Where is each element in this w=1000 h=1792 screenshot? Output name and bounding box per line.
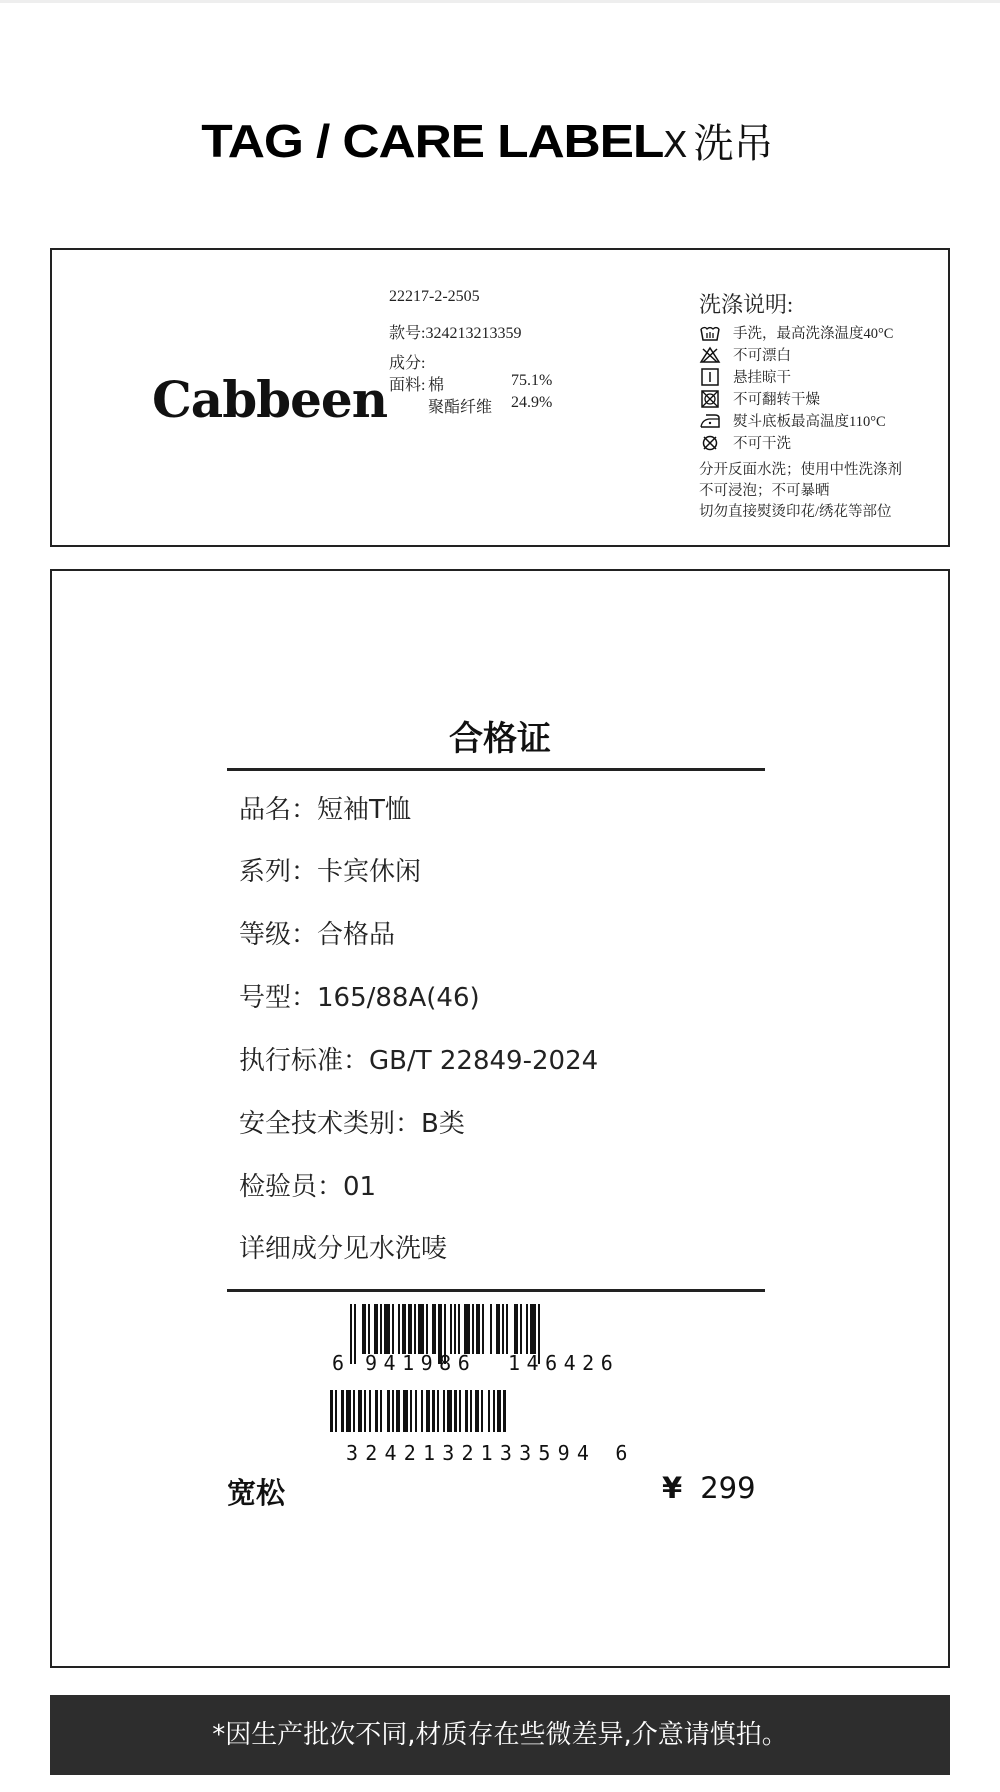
barcode-bar <box>402 1304 406 1354</box>
barcode-bar <box>437 1390 439 1432</box>
barcode-bar <box>414 1304 416 1354</box>
wash-item: 熨斗底板最高温度110°C <box>699 410 886 430</box>
wash-item: 手洗，最高洗涤温度40°C <box>699 322 893 342</box>
barcode-bar <box>369 1390 371 1432</box>
barcode-bar <box>502 1304 504 1354</box>
barcode-bar <box>387 1390 390 1432</box>
fabric-label: 面料: <box>389 377 426 394</box>
page-heading <box>0 112 1000 169</box>
field-grade: 等级：合格品 <box>239 920 396 950</box>
wash-note: 不可浸泡；不可暴晒 <box>699 483 830 499</box>
barcode-bar <box>526 1304 528 1354</box>
barcode-bar <box>454 1304 456 1354</box>
barcode-bar <box>358 1390 362 1432</box>
barcode-bar <box>488 1390 490 1432</box>
field-size: 号型：165/88A(46) <box>239 983 480 1013</box>
barcode-bar <box>506 1304 508 1354</box>
currency-symbol: ¥ <box>662 1471 683 1505</box>
barcode-bar <box>447 1390 452 1432</box>
wash-item: 不可漂白 <box>699 344 791 364</box>
barcode-bar <box>470 1390 472 1432</box>
barcode-bar <box>465 1390 468 1432</box>
barcode-bar <box>476 1304 480 1354</box>
product-code: 22217-2-2505 <box>389 288 480 305</box>
barcode-bar <box>346 1390 351 1432</box>
barcode-bar <box>481 1390 483 1432</box>
style-number: 款号:324213213359 <box>389 325 522 342</box>
barcode-bar <box>520 1304 522 1354</box>
barcode-digits-group2: 146426 <box>508 1351 620 1375</box>
no-dry-clean-icon <box>699 434 721 452</box>
no-tumble-dry-icon <box>699 390 721 408</box>
barcode-bar <box>530 1304 536 1354</box>
barcode-bar <box>464 1304 470 1354</box>
disclaimer-text: *因生产批次不同,材质存在些微差异,介意请慎拍。 <box>212 1720 788 1750</box>
barcode-bar <box>443 1390 445 1432</box>
field-inspector: 检验员：01 <box>239 1172 377 1202</box>
barcode-bar <box>514 1304 518 1354</box>
barcode-digits-group1: 941986 <box>365 1351 477 1375</box>
iron-icon <box>699 412 721 430</box>
certificate-rule-top <box>227 768 765 771</box>
barcode-bar <box>415 1390 417 1432</box>
brand-logo: Cabbeen <box>152 370 388 429</box>
barcode-bar <box>496 1304 500 1354</box>
wash-title: 洗涤说明: <box>699 292 794 317</box>
material-percent: 24.9% <box>511 394 553 411</box>
barcode-bar <box>459 1390 461 1432</box>
barcode-bar <box>341 1390 344 1432</box>
barcode-code128 <box>330 1390 670 1442</box>
barcode-bar <box>432 1390 435 1432</box>
disclaimer-bar <box>50 1695 950 1775</box>
barcode-bar <box>503 1390 506 1432</box>
barcode-bar <box>380 1304 382 1354</box>
barcode-bar <box>493 1390 495 1432</box>
barcode-bar <box>490 1304 492 1354</box>
price <box>662 1471 756 1505</box>
field-standard: 执行标准：GB/T 22849-2024 <box>239 1046 599 1076</box>
barcode-digit-lead: 6 <box>332 1351 351 1375</box>
barcode-bar <box>426 1304 428 1354</box>
barcode-bar <box>497 1390 501 1432</box>
wash-item: 不可干洗 <box>699 432 791 452</box>
barcode-bar <box>421 1390 423 1432</box>
barcode-bar <box>450 1304 452 1354</box>
barcode-bar <box>375 1390 378 1432</box>
barcode-bar <box>330 1390 333 1432</box>
barcode-bar <box>426 1390 430 1432</box>
barcode-bar <box>380 1390 382 1432</box>
certificate-title: 合格证 <box>449 719 551 759</box>
barcode-bar <box>392 1390 394 1432</box>
barcode-bar <box>374 1304 378 1354</box>
barcode-digits: 3242132133594 6 <box>346 1441 635 1465</box>
field-product-name: 品名：短袖T恤 <box>239 795 411 825</box>
field-composition-note: 详细成分见水洗唛 <box>239 1234 448 1264</box>
barcode-bar <box>353 1390 355 1432</box>
wash-item: 不可翻转干燥 <box>699 388 820 408</box>
barcode-bar <box>482 1304 484 1354</box>
certificate-card <box>50 569 950 1668</box>
barcode-bar <box>362 1304 366 1354</box>
field-series: 系列：卡宾休闲 <box>239 857 422 887</box>
wash-note: 分开反面水洗；使用中性洗涤剂 <box>699 462 902 478</box>
barcode-bar <box>454 1390 457 1432</box>
composition-title: 成分: <box>389 355 426 372</box>
barcode-bar <box>408 1304 412 1354</box>
barcode-bar <box>418 1304 424 1354</box>
heading-english: TAG / CARE LABEL <box>201 115 664 167</box>
no-bleach-icon <box>699 346 721 364</box>
barcode-bar <box>403 1390 408 1432</box>
wash-note: 切勿直接熨烫印花/绣花等部位 <box>699 504 892 520</box>
barcode-bar <box>368 1304 370 1354</box>
barcode-bar <box>354 1304 356 1364</box>
top-divider <box>0 0 1000 3</box>
heading-chinese: 洗吊 <box>693 121 774 167</box>
barcode-bar <box>410 1390 412 1432</box>
material-percent: 75.1% <box>511 372 553 389</box>
barcode-bar <box>475 1390 479 1432</box>
fit-type: 宽松 <box>227 1476 286 1510</box>
barcode-bar <box>432 1304 436 1354</box>
barcode-bar <box>364 1390 366 1432</box>
material-name: 棉 <box>428 377 445 394</box>
care-label-card <box>50 248 950 547</box>
barcode-bar <box>384 1304 390 1354</box>
wash-item: 悬挂晾干 <box>699 366 791 386</box>
hand-wash-icon <box>699 324 721 342</box>
price-value: 299 <box>700 1471 756 1505</box>
barcode-bar <box>335 1390 337 1432</box>
field-safety-category: 安全技术类别：B类 <box>239 1109 465 1139</box>
barcode-bar <box>458 1304 460 1354</box>
heading-x: X <box>662 125 688 166</box>
certificate-rule-bottom <box>227 1289 765 1292</box>
barcode-bar <box>392 1304 394 1354</box>
material-name: 聚酯纤维 <box>428 399 493 416</box>
barcode-bar <box>396 1390 400 1432</box>
line-dry-icon <box>699 368 721 386</box>
barcode-bar <box>472 1304 474 1354</box>
barcode-bar <box>398 1304 400 1354</box>
